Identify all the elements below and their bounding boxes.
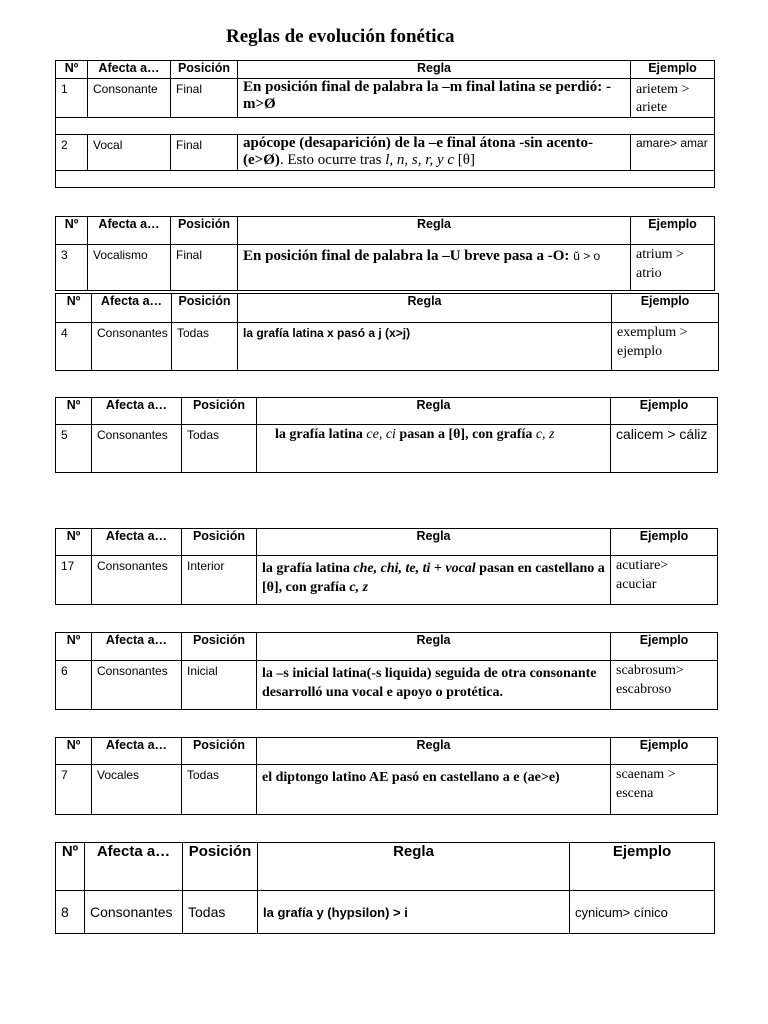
table-header-row: [56, 61, 715, 79]
rule-example: exemplum > ejemplo: [612, 323, 719, 371]
table-row: [56, 425, 718, 473]
header-rule: Regla: [257, 398, 611, 425]
rule-example: calicem > cáliz: [611, 425, 718, 473]
header-affects: Afecta a…: [88, 217, 171, 245]
rule-affects: Consonante: [88, 79, 171, 118]
table-header-row: [56, 843, 715, 891]
rule-position: Interior: [182, 556, 257, 605]
rules-table-7: [55, 737, 718, 815]
rule-text-symbol: [θ]: [457, 152, 475, 168]
table-header-row: [56, 738, 718, 765]
rule-text: la grafía latina x pasó a j (x>j): [238, 323, 612, 371]
header-rule: Regla: [257, 633, 611, 661]
rule-example: scabrosum> escabroso: [611, 661, 718, 710]
table-header-row: [56, 398, 718, 425]
header-position: Posición: [182, 398, 257, 425]
header-rule: Regla: [238, 61, 631, 79]
rule-text-bold: apócope (desaparición) de la –e final átona -sin acento- (e>Ø): [243, 135, 593, 168]
header-position: Posición: [182, 529, 257, 556]
header-example: Ejemplo: [611, 633, 718, 661]
header-example: Ejemplo: [612, 294, 719, 323]
table-row: [56, 79, 715, 118]
rule-text-part: pasan a [θ], con grafía: [399, 427, 533, 442]
header-example: Ejemplo: [611, 738, 718, 765]
rule-affects: Consonantes: [92, 323, 172, 371]
rule-affects: Consonantes: [85, 891, 183, 934]
header-affects: Afecta a…: [92, 529, 182, 556]
header-num: Nº: [56, 398, 92, 425]
header-num: Nº: [56, 843, 85, 891]
table-header-row: [56, 529, 718, 556]
rule-position: Final: [171, 135, 238, 171]
rule-example: atrium > atrio: [631, 245, 715, 291]
rule-text-letters: l, n, s, r, y c: [385, 152, 455, 168]
rule-text: la –s inicial latina(-s liquida) seguida de otra consonante desarrolló una vocal e apoyo o protética.: [257, 661, 611, 710]
rule-example: amare> amar: [631, 135, 715, 171]
rule-example: cynicum> cínico: [570, 891, 715, 934]
table-row: [56, 135, 715, 171]
rule-position: Final: [171, 245, 238, 291]
header-position: Posición: [183, 843, 258, 891]
rule-affects: Vocal: [88, 135, 171, 171]
header-num: Nº: [56, 633, 92, 661]
rule-position: Todas: [183, 891, 258, 934]
spacer-row: [56, 118, 715, 135]
rule-text-italic: ce, ci: [366, 427, 396, 442]
table-header-row: [56, 633, 718, 661]
rule-position: Todas: [172, 323, 238, 371]
header-example: Ejemplo: [631, 61, 715, 79]
rules-table-6: [55, 632, 718, 710]
header-affects: Afecta a…: [92, 633, 182, 661]
table-row: [56, 765, 718, 815]
header-affects: Afecta a…: [85, 843, 183, 891]
rules-table-17: [55, 528, 718, 605]
rule-text-italic: c, z: [535, 427, 555, 442]
rule-example: acutiare> acuciar: [611, 556, 718, 605]
table-header-row: [56, 294, 719, 323]
header-example: Ejemplo: [631, 217, 715, 245]
table-row: [56, 556, 718, 605]
header-position: Posición: [182, 633, 257, 661]
rule-text: [238, 135, 631, 171]
header-rule: Regla: [257, 738, 611, 765]
rule-number: 2: [56, 135, 88, 171]
header-example: Ejemplo: [570, 843, 715, 891]
header-position: Posición: [172, 294, 238, 323]
rule-number: 4: [56, 323, 92, 371]
rule-text-part: pasan en castellano a [θ], con grafía: [262, 561, 605, 595]
rule-text: la grafía y (hypsilon) > i: [258, 891, 570, 934]
table-row: [56, 891, 715, 934]
rule-position: Todas: [182, 765, 257, 815]
header-example: Ejemplo: [611, 398, 718, 425]
rule-text: el diptongo latino AE pasó en castellano a e (ae>e): [257, 765, 611, 815]
rules-table-1: [55, 60, 715, 188]
table-row: [56, 323, 719, 371]
rule-position: Todas: [182, 425, 257, 473]
rule-text: En posición final de palabra la –m final latina se perdió: - m>Ø: [238, 79, 631, 118]
rule-text-bold: En posición final de palabra la –U breve pasa a -O:: [243, 248, 570, 264]
header-affects: Afecta a…: [92, 398, 182, 425]
rule-number: 3: [56, 245, 88, 291]
header-position: Posición: [182, 738, 257, 765]
rule-affects: Vocalismo: [88, 245, 171, 291]
rule-text-italic: c, z: [349, 580, 369, 595]
header-position: Posición: [171, 217, 238, 245]
rule-number: 6: [56, 661, 92, 710]
header-rule: Regla: [238, 294, 612, 323]
rules-table-4: [55, 293, 719, 371]
header-rule: Regla: [238, 217, 631, 245]
rule-number: 17: [56, 556, 92, 605]
rule-position: Inicial: [182, 661, 257, 710]
rules-table-3: [55, 216, 715, 291]
header-affects: Afecta a…: [92, 294, 172, 323]
rule-affects: Consonantes: [92, 556, 182, 605]
rule-text-tail: . Esto ocurre tras: [279, 152, 382, 168]
table-row: [56, 245, 715, 291]
rule-number: 7: [56, 765, 92, 815]
table-header-row: [56, 217, 715, 245]
header-rule: Regla: [257, 529, 611, 556]
rule-text-italic: che, chi, te, ti + vocal: [353, 561, 476, 576]
header-num: Nº: [56, 61, 88, 79]
header-rule: Regla: [258, 843, 570, 891]
rule-text: [238, 245, 631, 291]
rule-example: scaenam > escena: [611, 765, 718, 815]
rules-table-5: [55, 397, 718, 473]
rule-affects: Consonantes: [92, 425, 182, 473]
header-example: Ejemplo: [611, 529, 718, 556]
rule-text-part: la grafía latina: [262, 561, 350, 576]
rule-number: 8: [56, 891, 85, 934]
rule-number: 1: [56, 79, 88, 118]
rule-text-part: la grafía latina: [275, 427, 363, 442]
header-position: Posición: [171, 61, 238, 79]
rule-text-tail: ŭ > o: [573, 249, 601, 263]
table-row: [56, 661, 718, 710]
header-affects: Afecta a…: [92, 738, 182, 765]
rule-affects: Vocales: [92, 765, 182, 815]
rule-text: [257, 425, 611, 473]
rules-table-8: [55, 842, 715, 934]
rule-text: [257, 556, 611, 605]
page-title: Reglas de evolución fonética: [226, 26, 455, 47]
rule-number: 5: [56, 425, 92, 473]
header-num: Nº: [56, 217, 88, 245]
rule-example: arietem > ariete: [631, 79, 715, 118]
rule-affects: Consonantes: [92, 661, 182, 710]
header-num: Nº: [56, 738, 92, 765]
header-num: Nº: [56, 294, 92, 323]
header-num: Nº: [56, 529, 92, 556]
spacer-row: [56, 171, 715, 188]
header-affects: Afecta a…: [88, 61, 171, 79]
rule-position: Final: [171, 79, 238, 118]
